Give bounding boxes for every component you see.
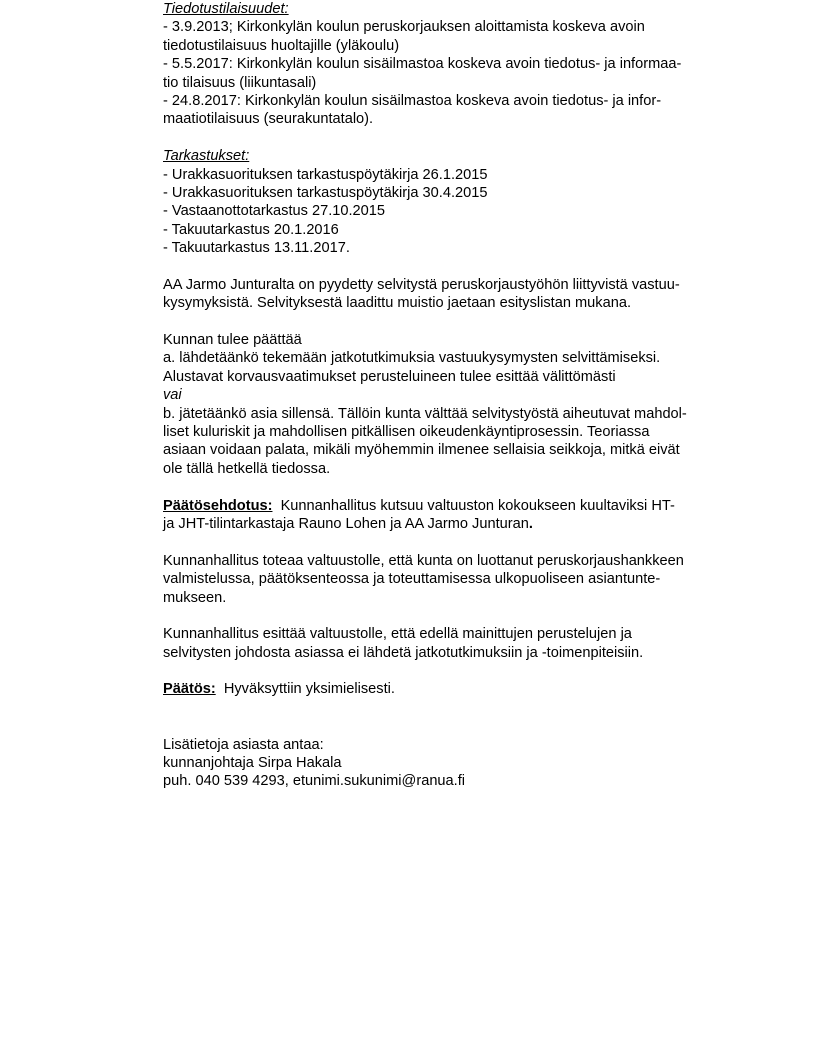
option-b-line: ole tällä hetkellä tiedossa. bbox=[163, 460, 331, 477]
proposal-para2-line: mukseen. bbox=[163, 589, 227, 606]
inspection-item: - Takuutarkastus 13.11.2017. bbox=[163, 240, 350, 257]
info-sessions-line: - 24.8.2017: Kirkonkylän koulun sisäilmastoa koskeva avoin tiedotus- ja infor- bbox=[163, 92, 662, 109]
info-sessions-section bbox=[163, 0, 753, 129]
decision-section bbox=[163, 680, 753, 698]
decision-options-section bbox=[163, 331, 753, 478]
proposal-para2-line: Kunnanhallitus toteaa valtuustolle, että kunta on luottanut peruskorjaushankkeen bbox=[163, 552, 684, 569]
info-sessions-line: - 3.9.2013; Kirkonkylän koulun peruskorjauksen aloittamista koskeva avoin bbox=[163, 19, 645, 36]
decision-label: Päätös: bbox=[163, 681, 216, 698]
decision-options-intro: Kunnan tulee päättää bbox=[163, 332, 302, 349]
or-word: vai bbox=[163, 387, 182, 404]
inspections-heading: Tarkastukset: bbox=[163, 148, 250, 165]
contact-section bbox=[163, 736, 753, 791]
decision-text: Hyväksyttiin yksimielisesti. bbox=[215, 681, 395, 698]
option-a-line: Alustavat korvausvaatimukset perusteluineen tulee esittää välittömästi bbox=[163, 368, 616, 385]
proposal-para3-line: Kunnanhallitus esittää valtuustolle, että edellä mainittujen perustelujen ja bbox=[163, 626, 632, 643]
proposal-para3-line: selvitysten johdosta asiassa ei lähdetä jatkotutkimuksiin ja -toimenpiteisiin. bbox=[163, 644, 644, 661]
option-b-line: b. jätetäänkö asia sillensä. Tällöin kunta välttää selvitystyöstä aiheutuvat mahdol- bbox=[163, 405, 687, 422]
inspection-item: - Urakkasuorituksen tarkastuspöytäkirja 30.4.2015 bbox=[163, 184, 488, 201]
proposal-line-end: . bbox=[528, 515, 533, 532]
spacer bbox=[163, 533, 753, 551]
spacer bbox=[163, 662, 753, 680]
proposal-line-1 bbox=[163, 497, 753, 515]
spacer bbox=[163, 699, 753, 736]
info-sessions-line: maatiotilaisuus (seurakuntatalo). bbox=[163, 111, 374, 128]
option-b-line: liset kuluriskit ja mahdollisen pitkällisen oikeudenkäyntiprosessin. Teoriassa bbox=[163, 423, 650, 440]
option-b-line: asiaan voidaan palata, mikäli myöhemmin ilmenee sellaisia seikkoja, mitkä eivät bbox=[163, 442, 680, 459]
info-sessions-line: tiedotustilaisuus huoltajille (yläkoulu) bbox=[163, 37, 400, 54]
decision-line bbox=[163, 680, 753, 698]
inspection-item: - Urakkasuorituksen tarkastuspöytäkirja 26.1.2015 bbox=[163, 166, 488, 183]
info-sessions-line: - 5.5.2017: Kirkonkylän koulun sisäilmastoa koskeva avoin tiedotus- ja informaa- bbox=[163, 56, 682, 73]
inspection-item: - Vastaanottotarkastus 27.10.2015 bbox=[163, 203, 386, 220]
proposal-text: Kunnanhallitus kutsuu valtuuston kokoukseen kuultaviksi HT- bbox=[272, 497, 675, 514]
proposal-para2-line: valmistelussa, päätöksenteossa ja toteuttamisessa ulkopuoliseen asiantunte- bbox=[163, 571, 661, 588]
spacer bbox=[163, 313, 753, 331]
spacer bbox=[163, 257, 753, 275]
proposal-label: Päätösehdotus: bbox=[163, 497, 273, 514]
proposal-section bbox=[163, 497, 753, 663]
report-line: kysymyksistä. Selvityksestä laadittu muistio jaetaan esityslistan mukana. bbox=[163, 295, 631, 312]
info-sessions-heading: Tiedotustilaisuudet: bbox=[163, 1, 289, 17]
document-page bbox=[163, 0, 753, 791]
report-line: AA Jarmo Junturalta on pyydetty selvitystä peruskorjaustyöhön liittyvistä vastuu- bbox=[163, 276, 680, 293]
proposal-text-2: ja JHT-tilintarkastaja Rauno Lohen ja AA Jarmo Junturan bbox=[163, 515, 529, 532]
spacer bbox=[163, 129, 753, 147]
report-paragraph bbox=[163, 276, 753, 313]
inspections-section bbox=[163, 147, 753, 257]
contact-intro: Lisätietoja asiasta antaa: bbox=[163, 736, 324, 753]
spacer bbox=[163, 478, 753, 496]
spacer bbox=[163, 607, 753, 625]
option-a-line: a. lähdetäänkö tekemään jatkotutkimuksia vastuukysymysten selvittämiseksi. bbox=[163, 350, 661, 367]
contact-person: kunnanjohtaja Sirpa Hakala bbox=[163, 755, 342, 772]
proposal-line-2 bbox=[163, 515, 753, 533]
inspection-item: - Takuutarkastus 20.1.2016 bbox=[163, 221, 339, 238]
contact-details: puh. 040 539 4293, etunimi.sukunimi@ranua.fi bbox=[163, 773, 466, 790]
info-sessions-line: tio tilaisuus (liikuntasali) bbox=[163, 74, 317, 91]
